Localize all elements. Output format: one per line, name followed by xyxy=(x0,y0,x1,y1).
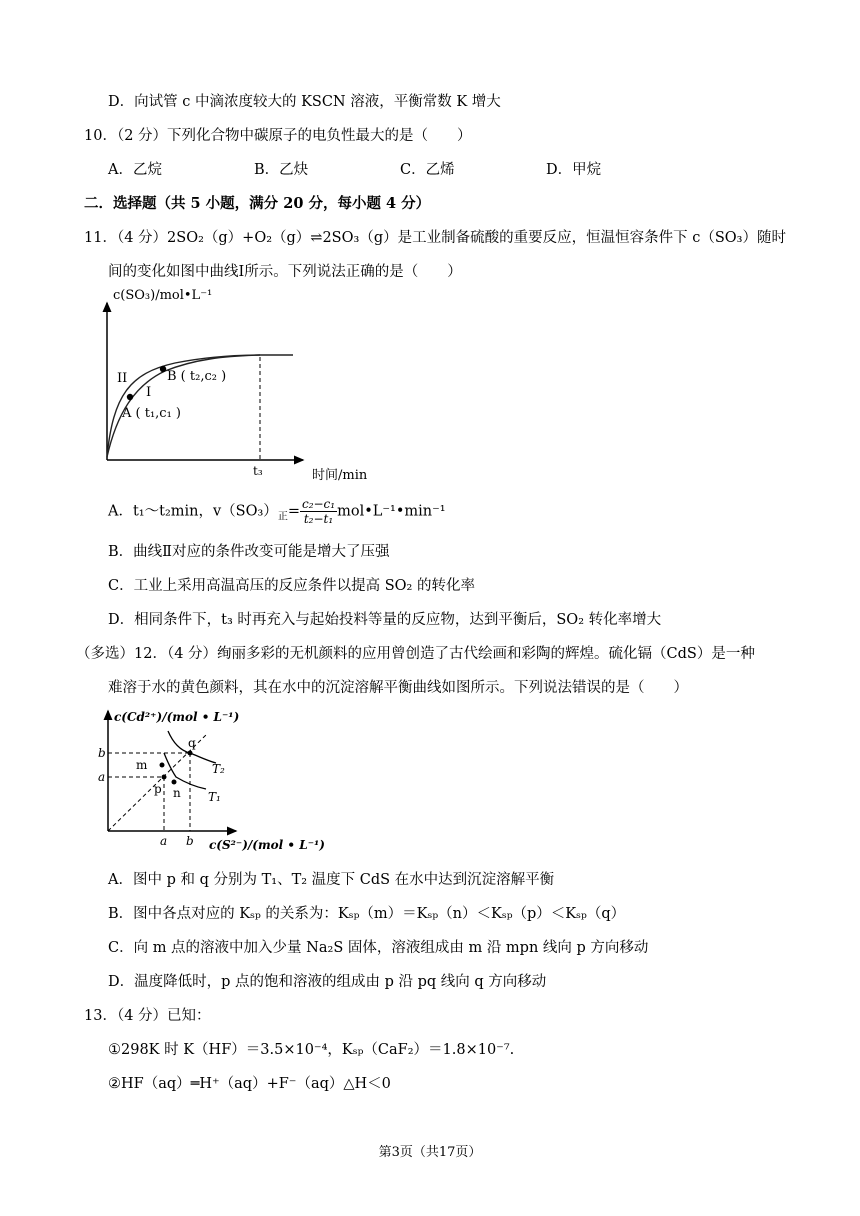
q11-y-label: c(SO₃)/mol•L⁻¹ xyxy=(113,288,213,303)
q12-point-q xyxy=(188,751,193,756)
q10-option-d: D．甲烷 xyxy=(546,162,602,178)
q12-stem-line2: 难溶于水的黄色颜料，其在水中的沉淀溶解平衡曲线如图所示。下列说法错误的是（ ） xyxy=(108,680,688,696)
q12-point-m xyxy=(160,763,165,768)
q11-point-b-label: B ( t₂,c₂ ) xyxy=(167,369,227,384)
q12-option-a: A．图中 p 和 q 分别为 T₁、T₂ 温度下 CdS 在水中达到沉淀溶解平衡 xyxy=(108,872,555,888)
q12-t1-label: T₁ xyxy=(208,790,221,804)
q11-curve-2-label: II xyxy=(117,371,128,386)
q10-option-a: A．乙烷 xyxy=(108,162,162,178)
q11-figure xyxy=(95,285,395,485)
q11-point-a-label: A ( t₁,c₁ ) xyxy=(122,406,181,421)
q11-option-c: C．工业上采用高温高压的反应条件以提高 SO₂ 的转化率 xyxy=(108,578,475,594)
q11-rate-fraction: $\frac{\text{c₂−c₁}}{\text{t₂−t₁}}$ xyxy=(301,497,336,526)
q12-t2-label: T₂ xyxy=(212,762,225,776)
q10-stem: 10．（2 分）下列化合物中碳原子的电负性最大的是（ ） xyxy=(84,128,472,144)
q12-figure xyxy=(96,703,326,853)
q12-x-tick-a: a xyxy=(160,834,168,848)
q12-x-tick-b: b xyxy=(186,834,194,848)
q11-stem-line1: 11．（4 分）2SO₂（g）+O₂（g）⇌2SO₃（g）是工业制备硫酸的重要反应，恒温恒容条件下 c（SO₃）随时 xyxy=(84,230,786,246)
q12-n-label: n xyxy=(173,786,181,800)
q10-option-b: B．乙炔 xyxy=(254,162,309,178)
q11-option-a: A．t₁～t₂min，$v(SO_3)_正=$ $\frac{\text{c₂−c₁}}{\text{t₂−t₁}}$ mol•L⁻¹•min⁻¹ xyxy=(108,497,446,526)
q11-point-b xyxy=(160,366,166,372)
q10-options xyxy=(108,158,708,179)
page-footer: 第3页（共17页） xyxy=(378,1145,482,1160)
q12-b-label: b xyxy=(98,746,106,760)
q12-curve-t1 xyxy=(164,753,206,789)
q10-option-c: C．乙烯 xyxy=(400,162,455,178)
q11-stem-line2: 间的变化如图中曲线Ⅰ所示。下列说法正确的是（ ） xyxy=(108,264,462,280)
q12-option-d: D．温度降低时，p 点的饱和溶液的组成由 p 沿 pq 线向 q 方向移动 xyxy=(108,974,547,990)
q12-point-p xyxy=(162,775,167,780)
q13-item-1: ①298K 时 K（HF）＝3.5×10⁻⁴，Kₛₚ（CaF₂）＝1.8×10⁻⁷. xyxy=(108,1042,515,1058)
q12-p-label: p xyxy=(154,782,162,796)
q13-stem: 13．（4 分）已知： xyxy=(84,1008,211,1024)
q11-x-label: 时间/min xyxy=(312,468,368,483)
q12-q-label: q xyxy=(188,736,196,750)
q12-y-label: c(Cd²⁺)/(mol • L⁻¹) xyxy=(114,710,240,724)
q11-option-b: B．曲线Ⅱ对应的条件改变可能是增大了压强 xyxy=(108,544,390,560)
q12-point-n xyxy=(172,780,177,785)
q11-option-d: D．相同条件下，t₃ 时再充入与起始投料等量的反应物，达到平衡后，SO₂ 转化率增大 xyxy=(108,612,662,628)
q12-stem-line1: （多选）12．（4 分）绚丽多彩的无机颜料的应用曾创造了古代绘画和彩陶的辉煌。硫化镉（CdS）是一种 xyxy=(76,646,755,662)
q12-option-c: C．向 m 点的溶液中加入少量 Na₂S 固体，溶液组成由 m 沿 mpn 线向 p 方向移动 xyxy=(108,940,649,956)
q12-a-label: a xyxy=(98,770,106,784)
q11-t3-label: t₃ xyxy=(253,464,263,478)
q11-point-a xyxy=(127,394,133,400)
q11-curve-1-label: I xyxy=(146,385,152,400)
section-heading: 二．选择题（共 5 小题，满分 20 分，每小题 4 分） xyxy=(84,195,431,212)
q12-m-label: m xyxy=(136,758,148,772)
q12-option-b: B．图中各点对应的 Kₛₚ 的关系为：Kₛₚ（m）＝Kₛₚ（n）＜Kₛₚ（p）＜Kₛₚ（q） xyxy=(108,906,626,922)
q13-item-2: ②HF（aq）═H⁺（aq）+F⁻（aq）△H＜0 xyxy=(108,1076,391,1092)
q12-x-label: c(S²⁻)/(mol • L⁻¹) xyxy=(209,838,325,852)
q9-option-d: D．向试管 c 中滴浓度较大的 KSCN 溶液，平衡常数 K 增大 xyxy=(108,94,501,110)
